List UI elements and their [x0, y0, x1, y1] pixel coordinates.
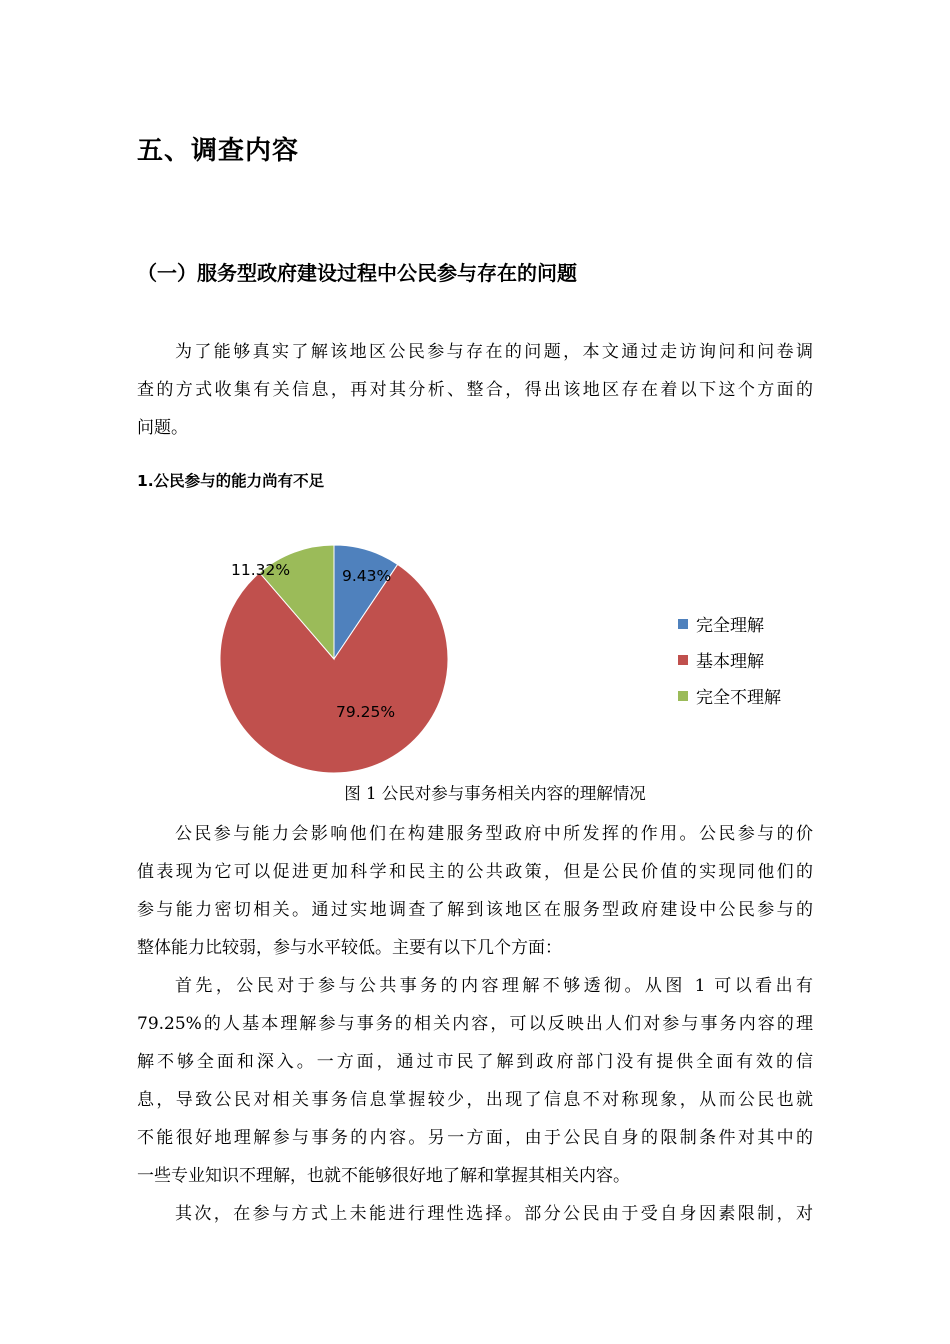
pie-chart [200, 535, 840, 775]
data-label-basic: 79.25% [336, 703, 396, 721]
body-paragraph [137, 967, 813, 1195]
paragraph-line: 解不够全面和深入。一方面，通过市民了解到政府部门没有提供全面有效的信 [137, 1052, 813, 1072]
sub-heading: 1.公民参与的能力尚有不足 [137, 472, 325, 490]
paragraph-line: 一些专业知识不理解，也就不能够很好地了解和掌握其相关内容。 [137, 1166, 630, 1186]
section-heading: 五、调查内容 [137, 136, 300, 166]
data-label-complete: 9.43% [342, 567, 392, 585]
legend-label: 基本理解 [696, 652, 764, 672]
data-label-none: 11.32% [231, 561, 291, 579]
paragraph-line: 为了能够真实了解该地区公民参与存在的问题，本文通过走访询问和问卷调 [175, 342, 813, 362]
paragraph-line: 问题。 [137, 418, 188, 438]
paragraph-line: 值表现为它可以促进更加科学和民主的公共政策，但是公民价值的实现同他们的 [137, 862, 813, 882]
paragraph-line: 查的方式收集有关信息，再对其分析、整合，得出该地区存在着以下这个方面的 [137, 380, 813, 400]
legend-label: 完全不理解 [696, 688, 781, 708]
figure-caption: 图 1 公民对参与事务相关内容的理解情况 [344, 784, 646, 803]
paragraph-line: 公民参与能力会影响他们在构建服务型政府中所发挥的作用。公民参与的价 [175, 824, 813, 844]
subsection-heading: （一）服务型政府建设过程中公民参与存在的问题 [137, 261, 577, 285]
paragraph-line: 其次，在参与方式上未能进行理性选择。部分公民由于受自身因素限制，对 [175, 1204, 813, 1224]
body-paragraph [137, 1195, 813, 1233]
legend-swatch [678, 691, 688, 701]
legend-item-basic [678, 652, 764, 672]
legend-item-complete [678, 616, 764, 636]
intro-paragraph [137, 333, 813, 447]
pie-slices [220, 545, 448, 773]
paragraph-line: 息，导致公民对相关事务信息掌握较少，出现了信息不对称现象，从而公民也就 [137, 1090, 813, 1110]
paragraph-line: 参与能力密切相关。通过实地调查了解到该地区在服务型政府建设中公民参与的 [137, 900, 813, 920]
body-paragraph [137, 815, 813, 967]
paragraph-line: 整体能力比较弱，参与水平较低。主要有以下几个方面： [137, 938, 562, 958]
legend-item-none [678, 688, 781, 708]
paragraph-line: 79.25%的人基本理解参与事务的相关内容，可以反映出人们对参与事务内容的理 [137, 1014, 813, 1034]
paragraph-line: 不能很好地理解参与事务的内容。另一方面，由于公民自身的限制条件对其中的 [137, 1128, 813, 1148]
paragraph-line: 首先，公民对于参与公共事务的内容理解不够透彻。从图 1 可以看出有 [175, 976, 813, 996]
legend-swatch [678, 655, 688, 665]
legend-swatch [678, 619, 688, 629]
legend-label: 完全理解 [696, 616, 764, 636]
